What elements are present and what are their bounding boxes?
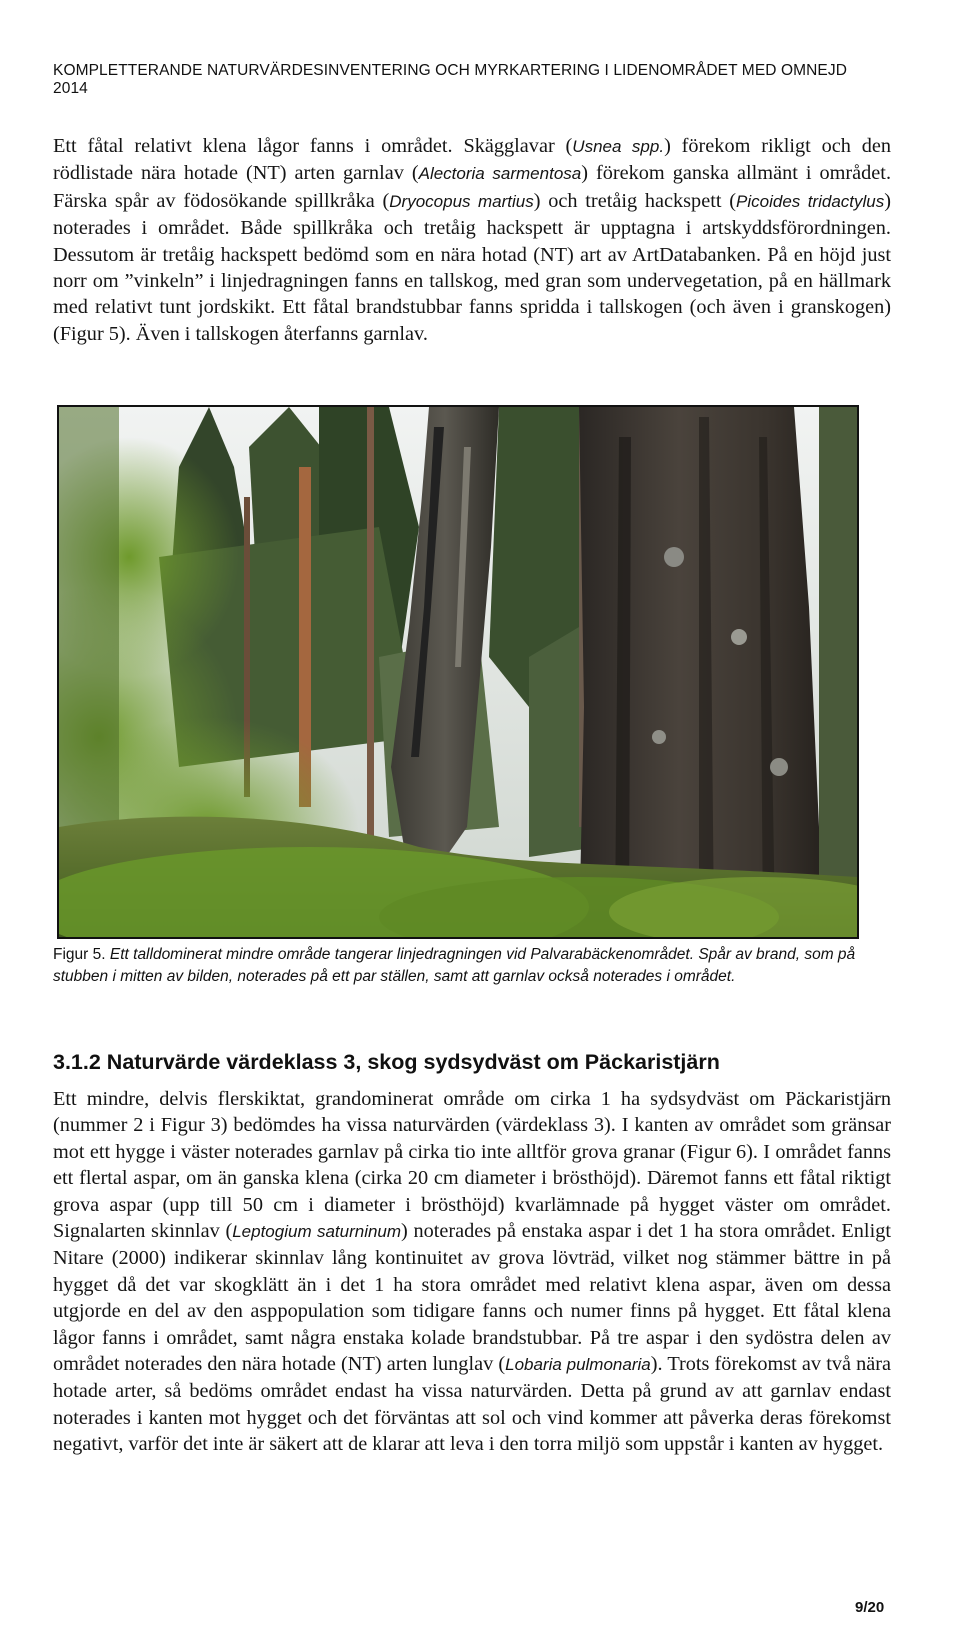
species-name: Dryocopus martius — [389, 191, 534, 211]
figure-caption-text: Ett talldominerat mindre område tangerar linjedragningen vid Palvarabäckenområdet. Spår av brand, som på stubben i mitten av bilden, noterades på ett par ställen, samt att garnlav också noterades i området. — [53, 946, 856, 985]
text-run: ) noterades i området. Både spillkråka och tretåig hackspett är upptagna i artskyddsförordningen. Dessutom är tretåig hackspett bedömd som en nära hotad (NT) art av ArtDatabanken. På en höjd just norr om ”vinkeln” i linjedragningen fanns en tallskog, med gran som undervegetation, på en hällmark med relativt tunt jordskikt. Ett fåtal brandstubbar fanns spridda i tallskogen (och även i granskogen) (Figur 5). Även i tallskogen återfanns garnlav. — [53, 189, 891, 345]
text-run: ) förekom rikligt och den rödlistade nära hotade (NT) arten garnlav ( — [53, 135, 891, 185]
species-name: Leptogium saturninum — [232, 1222, 402, 1242]
species-name: Alectoria sarmentosa — [418, 164, 582, 184]
body-paragraph-2 — [53, 1086, 891, 1458]
text-run: ) och tretåig hackspett ( — [533, 189, 737, 212]
text-run: ). Trots förekomst av två nära hotade arter, så bedöms området endast ha vissa naturvärden. Detta på grund av att garnlav endast noterades i kanten mot hygget och det förväntas att sol och vind kommer att påverka deras förekomst negativt, varför det inte är säkert att de klarar att leva i den torra miljö som uppstår i kanten av hygget. — [53, 1353, 891, 1456]
header-year: 2014 — [53, 80, 88, 97]
section-heading: 3.1.2 Naturvärde värdeklass 3, skog sydsydväst om Päckaristjärn — [53, 1050, 720, 1074]
text-run: ) noterades på enstaka aspar i det 1 ha stora området. Enligt Nitare (2000) indikerar skinnlav lång kontinuitet av grova lövträd, vilket nog stämmer bättre in på hygget då det var skogklätt än i det 1 ha stora området med relativt klena aspar, även om dessa utgjorde en del av den asppopulation som tidigare fanns och numer finns på hygget. Ett fåtal klena lågor fanns i området, samt några enstaka kolade brandstubbar. På tre aspar i den sydöstra delen av området noterades den nära hotade (NT) arten lunglav ( — [53, 1220, 891, 1376]
header-title: KOMPLETTERANDE NATURVÄRDESINVENTERING OCH MYRKARTERING I LIDENOMRÅDET MED OMNEJD — [53, 62, 848, 79]
figure-label: Figur 5. — [53, 946, 106, 963]
body-paragraph-1 — [53, 133, 891, 347]
forest-photo — [57, 405, 859, 939]
species-name: Lobaria pulmonaria — [505, 1355, 651, 1375]
species-name: Picoides tridactylus — [736, 191, 885, 211]
text-run: Ett fåtal relativt klena lågor fanns i området. Skägglavar ( — [53, 135, 573, 157]
species-name: Usnea spp. — [572, 137, 665, 156]
text-run: Ett mindre, delvis flerskiktat, grandominerat område om cirka 1 ha sydsydväst om Päckaristjärn (nummer 2 i Figur 3) bedömdes ha vissa naturvärden (värdeklass 3). I kanten av området som gränsar mot ett hygge i väster noterades garnlav på cirka tio inte alltför grova granar (Figur 6). I området fanns ett flertal aspar, om än ganska klena (cirka 20 cm diameter i brösthöjd). Däremot fanns ett fåtal riktigt grova aspar (upp till 50 cm i diameter i brösthöjd) kvarlämnade på hygget väster om området. Signalarten skinnlav ( — [53, 1088, 891, 1243]
page-number: 9/20 — [855, 1599, 885, 1616]
figure-caption — [53, 944, 903, 988]
running-header — [53, 62, 913, 98]
text-run: ) förekom ganska allmänt i området. Färska spår av födosökande spillkråka ( — [53, 162, 892, 212]
